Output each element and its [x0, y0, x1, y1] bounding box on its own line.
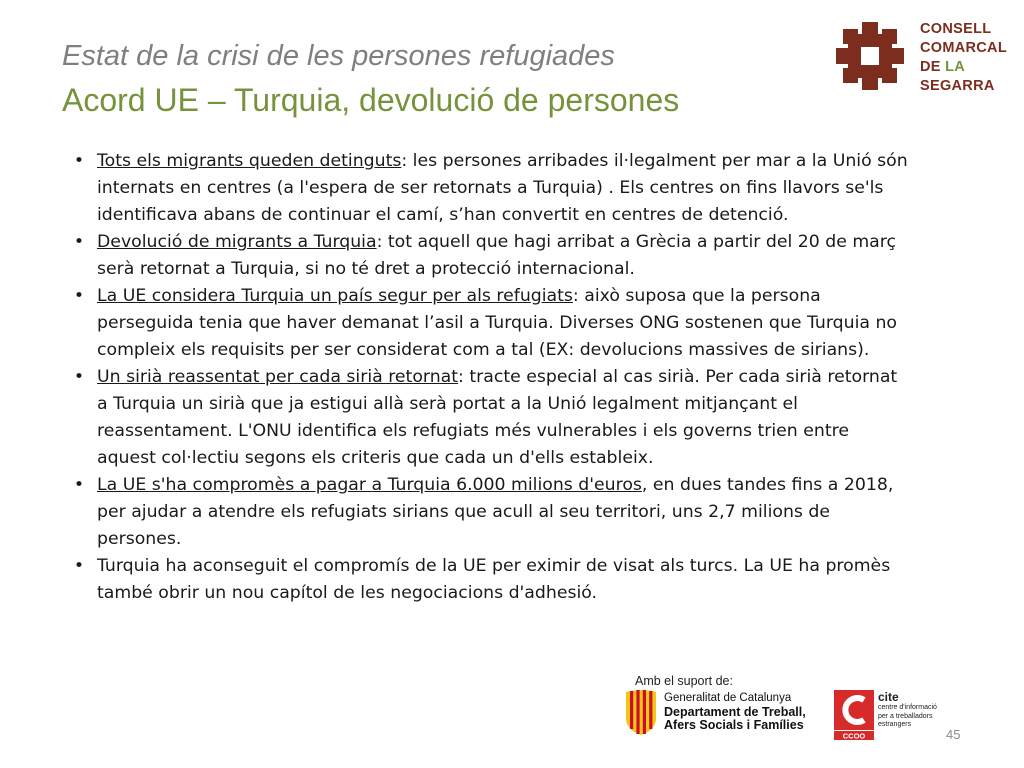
cite-logo — [834, 690, 954, 742]
list-item — [72, 553, 912, 607]
cite-text — [878, 690, 937, 730]
bullet-key: La UE considera Turquia un país segur per als refugiats — [97, 286, 573, 306]
bullet-dot: • — [73, 232, 85, 252]
bullet-key: Devolució de migrants a Turquia — [97, 232, 377, 252]
logo-line-4: SEGARRA — [920, 78, 995, 94]
bullet-text: : això suposa que la persona perseguida tenia que haver demanat l’asil a Turquia. Diverses ONG sostenen que Turquia no compleix els requisits per ser considerat com a tal (EX: devolucions massives de sirians). — [97, 286, 897, 360]
bullet-text: : tot aquell que hagi arribat a Grècia a partir del 20 de març serà retornat a Turquia, si no té dret a protecció internacional. — [97, 232, 896, 279]
consell-comarcal-logo — [834, 18, 1007, 102]
bullet-dot: • — [73, 367, 85, 387]
list-item — [72, 283, 912, 364]
bullet-text: , en dues tandes fins a 2018, per ajudar a atendre els refugiats sirians que acull al seu territori, uns 2,7 milions de persones. — [97, 475, 894, 549]
bullet-text: : tracte especial al cas sirià. Per cada sirià retornat a Turquia un sirià que ja estigui allà serà portat a la Unió legalment mitjançant el reassentament. L'ONU identifica els refugiats més vulnerables i els governs trien entre aquest col·lectiu segons els criteris que cada un d'ells estableix. — [97, 367, 898, 468]
generalitat-logo — [624, 688, 824, 738]
bullet-list — [72, 148, 912, 607]
logo-line-3-prefix: DE — [920, 59, 946, 75]
bullet-dot: • — [73, 475, 85, 495]
senyera-shield-icon — [624, 688, 658, 736]
logo-line-1: CONSELL — [920, 21, 992, 37]
ccoo-badge: CCOO — [842, 731, 866, 740]
gear-icon — [834, 20, 906, 92]
logo-line-3-accent: LA — [945, 59, 966, 75]
bullet-dot: • — [73, 151, 85, 171]
slide-subtitle: Estat de la crisi de les persones refugiades — [62, 40, 615, 72]
list-item — [72, 148, 912, 229]
logo-wordmark — [920, 20, 1007, 96]
logo-line-3 — [920, 58, 1007, 77]
bullet-key: La UE s'ha compromès a pagar a Turquia 6.000 milions d'euros — [97, 475, 642, 495]
generalitat-line-3: Afers Socials i Famílies — [664, 718, 804, 732]
bullet-text: Turquia ha aconseguit el compromís de la UE per eximir de visat als turcs. La UE ha promès també obrir un nou capítol de les negociacions d'adhesió. — [97, 556, 891, 603]
bullet-key: Un sirià reassentat per cada sirià retornat — [97, 367, 459, 387]
generalitat-text — [664, 692, 806, 733]
cite-name: cite — [878, 690, 899, 704]
cite-mark-icon — [834, 690, 874, 740]
page-number: 45 — [946, 727, 961, 742]
bullet-key: Tots els migrants queden detinguts — [97, 151, 402, 171]
list-item — [72, 472, 912, 553]
cite-line-2: per a treballadors — [878, 712, 933, 720]
bullet-dot: • — [73, 286, 85, 306]
list-item — [72, 229, 912, 283]
slide-title: Acord UE – Turquia, devolució de persones — [62, 82, 680, 118]
generalitat-line-2: Departament de Treball, — [664, 704, 806, 719]
cite-line-1: centre d'informació — [878, 704, 937, 711]
cite-line-3: estrangers — [878, 721, 912, 728]
list-item — [72, 364, 912, 472]
bullet-text: : les persones arribades il·legalment per mar a la Unió són internats en centres (a l'espera de ser retornats a Turquia) . Els centres on fins llavors se'ls identificava abans de continuar el camí, s’han convertit en centres de detenció. — [97, 151, 908, 225]
logo-line-2: COMARCAL — [920, 40, 1007, 56]
bullet-dot: • — [73, 556, 85, 576]
generalitat-line-1: Generalitat de Catalunya — [664, 692, 792, 704]
support-label: Amb el suport de: — [635, 674, 733, 688]
